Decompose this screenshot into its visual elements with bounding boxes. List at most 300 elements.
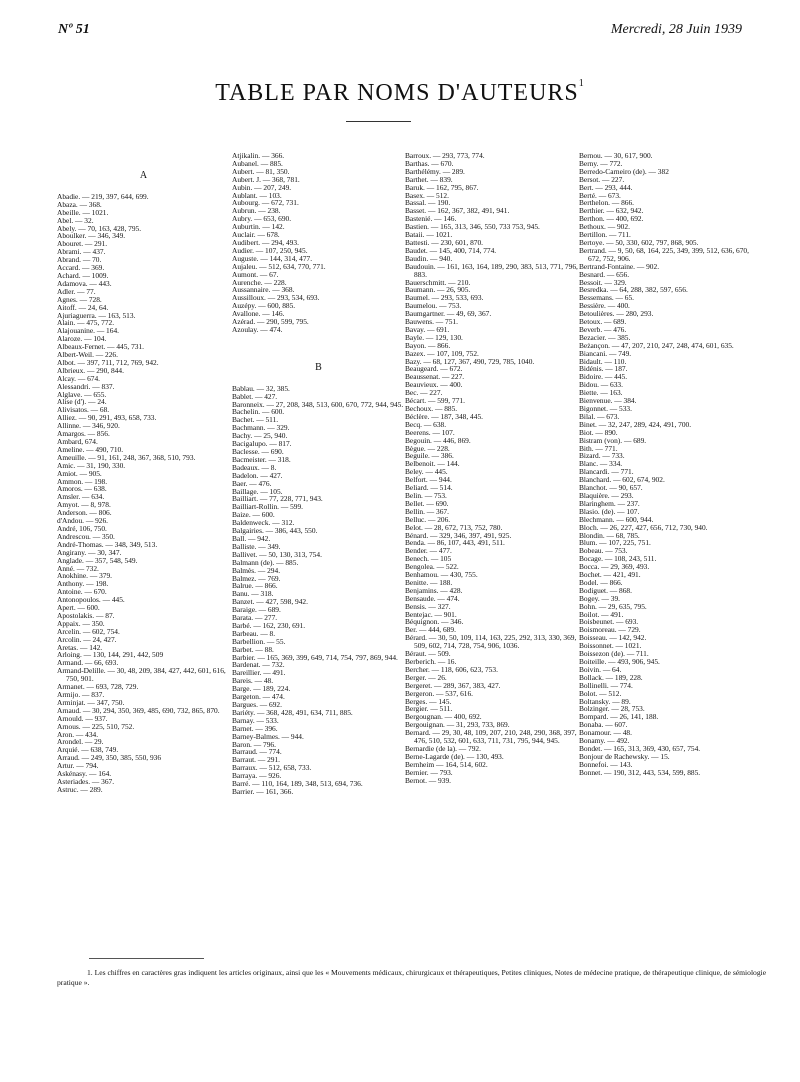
index-entry: Bablau. — 32, 385. xyxy=(232,383,290,393)
index-entry: Bertoye. — 50, 330, 602, 797, 868, 905. xyxy=(579,237,699,247)
index-entry: Betoulières. — 280, 293. xyxy=(579,309,654,319)
index-entry: Bonnet. — 190, 312, 443, 534, 599, 885. xyxy=(579,767,701,777)
page-header xyxy=(58,22,742,42)
index-entry: Bobeau. — 753. xyxy=(579,546,628,556)
index-entry: Bergougnan. — 400, 692. xyxy=(405,712,482,722)
index-entry: Bareis. — 48. xyxy=(232,676,274,686)
index-entry: Aboulker. — 346, 349. xyxy=(57,231,126,241)
index-entry: Arloing. — 130, 144, 291, 442, 509 xyxy=(57,650,164,660)
index-entry: Bonaba. — 607. xyxy=(579,720,628,730)
index-entry: Abely. — 70, 163, 428, 795. xyxy=(57,223,142,233)
index-entry: Bonjour de Rachewsky. — 15. xyxy=(579,751,670,761)
index-entry: Aumont. — 67. xyxy=(232,269,279,279)
index-entry: Bataii. — 1021. xyxy=(405,230,453,240)
index-entry: Blaquière. — 293. xyxy=(579,490,634,500)
index-entry: Barthélémy. — 289. xyxy=(405,166,465,176)
index-entry: Aubert. J. — 368, 781. xyxy=(232,174,300,184)
index-entry: Auburtin. — 142. xyxy=(232,222,285,232)
index-entry: Banu. — 318. xyxy=(232,589,274,599)
index-entry: Bareillier. — 491. xyxy=(232,668,286,678)
index-entry: Bonnefoi. — 143. xyxy=(579,759,633,769)
entry-list xyxy=(579,152,752,777)
index-entry: Basset. — 162, 367, 382, 491, 941. xyxy=(405,206,510,216)
index-entry: Berthon. — 400, 692. xyxy=(579,214,644,224)
index-entry: Azoulay. — 474. xyxy=(232,324,283,334)
index-entry: Berges. — 145. xyxy=(405,696,452,706)
index-entry: Arcolin. — 24, 427. xyxy=(57,634,117,644)
index-entry: Amsler. — 634. xyxy=(57,492,105,502)
index-entry: Bailliart. — 77, 228, 771, 943. xyxy=(232,494,323,504)
index-entry: Barbé. — 162, 230, 691. xyxy=(232,620,306,630)
index-entry: Banzet. — 427, 598, 942. xyxy=(232,597,308,607)
index-entry: Armand. — 66, 693. xyxy=(57,658,119,668)
index-entry: Badeaux. — 8. xyxy=(232,462,277,472)
index-entry: Abel. — 32. xyxy=(57,215,94,225)
index-entry: André, 106, 750. xyxy=(57,523,107,533)
index-entry: Bercher. — 118, 606, 623, 753. xyxy=(405,664,498,674)
index-entry: Bidénis. — 187. xyxy=(579,364,628,374)
index-entry: Bienvenue. — 384. xyxy=(579,396,637,406)
index-entry: Abouret. — 291. xyxy=(57,239,108,249)
index-entry: Beguile. — 386. xyxy=(405,451,454,461)
index-entry: Berne-Lagarde (de). — 130, 493. xyxy=(405,751,504,761)
index-entry: Bodiguet. — 868. xyxy=(579,585,632,595)
index-entry: Anokhine. — 379. xyxy=(57,571,113,581)
index-entry: Betoux. — 689. xyxy=(579,317,627,327)
index-entry: Amiot. — 905. xyxy=(57,468,102,478)
index-entry: Blanc. — 334. xyxy=(579,459,623,469)
index-entry: Barge. — 189, 224. xyxy=(232,684,291,694)
index-entry: Baronneix. — 27, 208, 348, 513, 600, 670, 772, 944, 945. xyxy=(232,399,404,409)
index-entry: Boissezon (de). — 711. xyxy=(579,649,649,659)
index-entry: Belin. — 753. xyxy=(405,490,447,500)
index-entry: Benitte. — 188. xyxy=(405,577,453,587)
index-entry: Arnould. — 937. xyxy=(57,713,108,723)
index-entry: Bollack. — 189, 228. xyxy=(579,672,643,682)
index-entry: Béclère. — 187, 348, 445. xyxy=(405,411,483,421)
index-entry: Artur. — 794. xyxy=(57,761,99,771)
index-entry: Albot. — 397, 711, 712, 769, 942. xyxy=(57,357,159,367)
index-entry: Boisseau. — 142, 942. xyxy=(579,633,647,643)
index-entry: Aubrun. — 238. xyxy=(232,206,281,216)
index-entry: Beliard. — 514. xyxy=(405,483,453,493)
index-entry: Bastien. — 165, 313, 346, 550, 733 753, 945. xyxy=(405,222,540,232)
index-entry: Aubin. — 207, 249. xyxy=(232,182,292,192)
index-entry: Boltansky. — 89. xyxy=(579,696,631,706)
index-entry: Aurenche. — 228. xyxy=(232,277,287,287)
index-entry: Bohn. — 29, 635, 795. xyxy=(579,601,647,611)
index-entry: Bidoire. — 445. xyxy=(579,372,628,382)
index-entry: Azérad. — 290, 599, 795. xyxy=(232,317,309,327)
index-entry: Bertrand-Fontaine. — 902. xyxy=(579,261,660,271)
index-entry: Adamova. — 443. xyxy=(57,278,112,288)
index-entry: Abaza. — 368. xyxy=(57,199,102,209)
index-entry: Bondet. — 165, 313, 369, 430, 657, 754. xyxy=(579,743,701,753)
index-entry: Bargeton. — 474. xyxy=(232,692,285,702)
index-entry: Ambard, 674. xyxy=(57,437,98,446)
index-entry: Agnes. — 728. xyxy=(57,294,102,304)
index-entry: Andrescou. — 350. xyxy=(57,531,115,541)
entry-list xyxy=(405,152,578,785)
index-entry: Barbet. — 88. xyxy=(232,644,274,654)
index-entry: Blum. — 107, 225, 751. xyxy=(579,538,651,548)
index-entry: Bergier. — 511. xyxy=(405,704,453,714)
index-entry: Ber. — 444, 689. xyxy=(405,625,456,635)
section-letter-b: B xyxy=(315,361,322,373)
index-entry: Bacigalupo. — 817. xyxy=(232,439,292,449)
index-entry: Bezacier. — 385. xyxy=(579,332,631,342)
index-entry: Anglade. — 357, 548, 549. xyxy=(57,555,138,565)
index-entry: Apostolakis. — 87. xyxy=(57,610,115,620)
index-entry: Blanchot. — 90, 657. xyxy=(579,483,643,493)
index-entry: Baraige. — 689. xyxy=(232,605,281,615)
index-entry: Balrue. — 866. xyxy=(232,581,278,591)
index-entry: Baron. — 796. xyxy=(232,739,276,749)
entry-list xyxy=(57,193,230,794)
issue-date: Mercredi, 28 Juin 1939 xyxy=(610,22,742,37)
index-entry: Anné. — 732. xyxy=(57,563,99,573)
index-entry: Bengolea. — 522. xyxy=(405,562,459,572)
index-entry: Aitoff. — 24, 64. xyxy=(57,302,109,312)
index-entry: Bauerschmitt. — 210. xyxy=(405,277,471,287)
index-entry: Amargos. — 856. xyxy=(57,429,110,439)
index-entry: Bigonnet. — 533. xyxy=(579,404,632,413)
index-entry: Bardenat. — 732. xyxy=(232,660,285,670)
index-entry: Bensis. — 327. xyxy=(405,601,451,611)
page-title-text: TABLE PAR NOMS D'AUTEURS xyxy=(215,80,579,106)
index-entry: Apert. — 600. xyxy=(57,603,100,613)
index-entry: Bègue. — 228. xyxy=(405,443,450,453)
index-entry: Barraud. — 774. xyxy=(232,747,282,757)
index-entry: Bacmeister. — 318. xyxy=(232,454,291,464)
index-entry: Aussilloux. — 293, 534, 693. xyxy=(232,293,320,303)
index-entry: Arcelin. — 602, 754. xyxy=(57,626,120,636)
index-entry: Berté. — 673. xyxy=(579,190,621,200)
index-entry: Bertillon. — 711. xyxy=(579,230,631,240)
index-entry: Berthier. — 632, 942. xyxy=(579,206,644,216)
index-entry: Binet. — 32, 247, 289, 424, 491, 700. xyxy=(579,419,692,429)
index-entry: Balliste. — 349. xyxy=(232,541,281,551)
index-entry: Auguste. — 144, 314, 477. xyxy=(232,253,313,263)
index-entry: Berthelon. — 866. xyxy=(579,198,635,208)
index-entry: Bonamy. — 492. xyxy=(579,736,630,746)
index-entry: Abadie. — 219, 397, 644, 699. xyxy=(57,191,149,201)
index-entry: Benda. — 86, 107, 443, 491, 511. xyxy=(405,538,505,548)
index-entry: Bachet. — 511. xyxy=(232,415,279,425)
index-entry: Baudet. — 145, 400, 714, 774. xyxy=(405,245,497,255)
index-entry: Bariéty. — 368, 428, 491, 634, 711, 885. xyxy=(232,707,353,717)
index-entry: Bastenié. — 146. xyxy=(405,214,457,224)
entry-list xyxy=(232,385,405,796)
index-entry: Alajouanine. — 164. xyxy=(57,326,119,336)
index-entry: Battesti. — 230, 601, 870. xyxy=(405,237,484,247)
index-column-3 xyxy=(405,152,578,785)
index-entry: Bachelin. — 600. xyxy=(232,407,285,417)
index-entry: Alliez. — 90, 291, 493, 658, 733. xyxy=(57,413,157,423)
index-entry: Bogey. — 39. xyxy=(579,593,620,603)
index-entry: Baclesse. — 690. xyxy=(232,447,284,456)
index-entry: Bauwens. — 751. xyxy=(405,317,458,327)
index-entry: Arnaud. — 30, 294, 350, 369, 485, 690, 732, 865, 870. xyxy=(57,705,220,715)
index-entry: Albrieux. — 290, 844. xyxy=(57,365,124,375)
index-entry: Baruk. — 162, 795, 867. xyxy=(405,182,479,192)
index-entry: Bilal. — 673. xyxy=(579,411,620,421)
index-entry: Arquié. — 638, 749. xyxy=(57,745,119,755)
index-entry: Barney-Balmes. — 944. xyxy=(232,731,304,741)
index-entry: Audier. — 107, 250, 945. xyxy=(232,245,308,255)
index-entry: Bidou. — 633. xyxy=(579,380,623,390)
index-entry: Benhamou. — 430, 755. xyxy=(405,570,478,580)
index-entry: Alglave. — 655. xyxy=(57,389,107,399)
index-entry: Bernard. — 29, 30, 48, 109, 207, 210, 248, 290, 368, 397, 476, 510, 532, 601, 633, 711, 731, 795, 944, 945. xyxy=(405,728,577,746)
index-entry: Albeaux-Fernet. — 445, 731. xyxy=(57,342,145,352)
index-entry: Boilot. — 491. xyxy=(579,609,624,619)
index-entry: Belfort. — 944. xyxy=(405,475,452,485)
index-entry: Armijo. — 837. xyxy=(57,690,105,699)
index-entry: Bergouignan. — 31, 293, 733, 869. xyxy=(405,720,510,730)
index-entry: Biancani. — 749. xyxy=(579,348,632,358)
index-entry: Abrami. — 437. xyxy=(57,247,106,257)
index-column-1 xyxy=(57,152,230,794)
index-entry: Barbellion. — 55. xyxy=(232,636,286,646)
index-entry: Bernier. — 793. xyxy=(405,767,453,777)
index-entry: Anthony. — 198. xyxy=(57,579,109,589)
index-entry: Berny. — 772. xyxy=(579,158,623,168)
index-entry: Biot. — 890. xyxy=(579,427,618,437)
index-entry: Alessandri. — 837. xyxy=(57,381,115,391)
index-entry: Barnay. — 533. xyxy=(232,715,279,725)
index-entry: Alcay. — 674. xyxy=(57,373,101,383)
index-entry: Auclair. — 678. xyxy=(232,230,280,240)
index-entry: Baumelou. — 753. xyxy=(405,301,462,311)
index-entry: Bert. — 293, 444. xyxy=(579,182,633,192)
footnote: 1. Les chiffres en caractères gras indiquent les articles originaux, ainsi que les « Mouvements médicaux, chirurgicaux et thérapeutiques, Petites cliniques, Notes de médecine pratique, de thérapeutique clinique, de sémiologie pratique ». xyxy=(57,968,767,987)
index-entry: Boissonnet. — 1021. xyxy=(579,641,642,651)
index-entry: Alise (d'). — 24. xyxy=(57,397,107,407)
index-entry: Armanet. — 693, 728, 729. xyxy=(57,682,139,692)
index-entry: Baize. — 600. xyxy=(232,510,275,520)
index-entry: Astruc. — 289. xyxy=(57,784,103,794)
index-entry: Aubert. — 81, 350. xyxy=(232,166,290,176)
index-entry: Appaix. — 350. xyxy=(57,618,105,628)
index-entry: Benech. — 105 xyxy=(405,554,452,564)
index-entry: Bénard. — 329, 346, 397, 491, 925. xyxy=(405,530,512,540)
index-entry: Boisbeunet. — 693. xyxy=(579,617,639,627)
index-entry: Amyot. — 8, 978. xyxy=(57,500,111,510)
index-entry: Boiteille. — 493, 906, 945. xyxy=(579,657,660,666)
index-entry: Alain. — 475, 772. xyxy=(57,318,115,328)
index-entry: Bécart. — 599, 771. xyxy=(405,396,465,406)
column-spacer xyxy=(57,152,230,172)
index-entry: Atjikalin. — 366. xyxy=(232,151,285,160)
index-entry: Antoine. — 670. xyxy=(57,587,107,597)
index-entry: Basex. — 512. xyxy=(405,190,449,200)
index-entry: Blanchard. — 602, 674, 902. xyxy=(579,475,665,485)
index-entry: Barroux. — 293, 773, 774. xyxy=(405,151,485,160)
index-entry: Berredo-Carneiro (de). — 382 xyxy=(579,166,669,176)
index-entry: d'Andou. — 926. xyxy=(57,516,109,526)
index-entry: Barraux. — 512, 658, 733. xyxy=(232,763,312,773)
index-entry: Bolzinger. — 28, 753. xyxy=(579,704,645,714)
section-letter-a: A xyxy=(139,170,148,181)
index-entry: Armand-Delille. — 30, 48, 209, 384, 427, 442, 601, 616, 750, 901. xyxy=(57,666,226,684)
index-entry: Bertrand. — 9, 50, 68, 164, 225, 349, 399, 512, 636, 670, 672, 752, 906. xyxy=(579,245,749,263)
index-entry: Baudin. — 940. xyxy=(405,253,453,263)
index-entry: Ammon. — 198. xyxy=(57,476,108,486)
index-entry: Ameuille. — 91, 161, 248, 367, 368, 510, 793. xyxy=(57,452,196,462)
index-entry: Amoros. — 638. xyxy=(57,484,107,494)
index-entry: Bernou. — 30, 617, 900. xyxy=(579,151,653,160)
index-entry: Bernardie (de la). — 792. xyxy=(405,743,481,753)
index-entry: Bérard. — 30, 50, 109, 114, 163, 225, 292, 313, 330, 369, 509, 602, 714, 728, 754, 906, 1036. xyxy=(405,633,577,651)
index-entry: Anderson. — 806. xyxy=(57,508,112,518)
index-entry: Askénasy. — 164. xyxy=(57,769,112,779)
index-entry: Barthet. — 839. xyxy=(405,174,453,184)
index-entry: Baillage. — 105. xyxy=(232,486,283,496)
index-column-4 xyxy=(579,152,752,777)
index-entry: Bochet. — 421, 491. xyxy=(579,570,641,580)
index-entry: Belluc. — 206. xyxy=(405,514,451,524)
index-entry: Besredka. — 64, 288, 382, 597, 656. xyxy=(579,285,688,295)
index-entry: Bayle. — 129, 130. xyxy=(405,332,463,342)
index-entry: Bachy. — 25, 940. xyxy=(232,431,288,441)
index-entry: Angirany. — 30, 347. xyxy=(57,547,122,557)
index-entry: Baldenweck. — 312. xyxy=(232,518,295,528)
index-entry: Boismoreau. — 729. xyxy=(579,625,641,635)
index-entry: Baumel. — 293, 533, 693. xyxy=(405,293,484,303)
index-entry: Bessière. — 400. xyxy=(579,301,630,311)
index-entry: Blondin. — 68, 785. xyxy=(579,530,640,540)
index-entry: Aublant. — 103. xyxy=(232,190,282,200)
index-entry: Bistram (von). — 689. xyxy=(579,435,647,445)
index-entry: Begouin. — 446, 869. xyxy=(405,435,471,445)
index-entry: Aubanel. — 885. xyxy=(232,158,283,168)
index-entry: Bidault. — 110. xyxy=(579,356,627,366)
index-entry: Bersot. — 227. xyxy=(579,174,625,184)
index-entry: Bellet. — 690. xyxy=(405,498,449,508)
index-entry: Beauvieux. — 400. xyxy=(405,380,463,390)
index-entry: Beerens. — 107. xyxy=(405,427,455,437)
index-entry: Balgairies. — 386, 443, 550. xyxy=(232,526,318,536)
index-entry: Bessemans. — 65. xyxy=(579,293,635,303)
index-entry: Avallone. — 146. xyxy=(232,309,285,319)
index-entry: Balmann (de). — 885. xyxy=(232,557,299,567)
index-entry: Arminjat. — 347, 750. xyxy=(57,697,125,707)
index-entry: Arraud. — 249, 350, 385, 550, 936 xyxy=(57,753,162,763)
index-entry: Badelon. — 427. xyxy=(232,470,283,480)
index-entry: Barata. — 277. xyxy=(232,613,278,623)
index-entry: Bocage. — 108, 243, 511. xyxy=(579,554,657,564)
index-entry: Bentejac. — 901. xyxy=(405,609,457,619)
index-entry: Aretas. — 142. xyxy=(57,642,103,652)
index-entry: Bavay. — 691. xyxy=(405,324,450,334)
index-entry: Boivin. — 64. xyxy=(579,664,622,674)
index-entry: Berberich. — 16. xyxy=(405,657,457,666)
index-entry: Bizard. — 733. xyxy=(579,451,625,461)
index-entry: Ameline. — 490, 710. xyxy=(57,444,124,454)
index-entry: Benjamins. — 428. xyxy=(405,585,463,595)
index-entry: Bassal. — 190. xyxy=(405,198,451,208)
index-entry: Bith. — 771. xyxy=(579,443,618,453)
index-entry: Beverb. — 476. xyxy=(579,324,627,334)
index-entry: Béquignon. — 346. xyxy=(405,617,464,627)
title-rule xyxy=(346,121,411,122)
index-entry: Bergeret. — 289, 367, 383, 427. xyxy=(405,680,501,690)
index-entry: Bablet. — 427. xyxy=(232,391,278,401)
index-entry: Aussannaire. — 368. xyxy=(232,285,295,295)
index-entry: Bolot. — 512. xyxy=(579,688,622,698)
index-entry: Bazex. — 107, 109, 752. xyxy=(405,348,479,358)
index-entry: Albert-Weil. — 226. xyxy=(57,350,118,360)
index-entry: Barré. — 110, 164, 189, 348, 513, 694, 736. xyxy=(232,779,363,789)
index-entry: Accard. — 369. xyxy=(57,263,105,273)
index-entry: Allinne. — 346, 920. xyxy=(57,421,120,431)
index-entry: Bergeron. — 537, 616. xyxy=(405,688,474,698)
index-entry: Blechmann. — 600, 944. xyxy=(579,514,654,524)
index-entry: Arnous. — 225, 510, 752. xyxy=(57,721,135,731)
index-entry: Belbenoit. — 144. xyxy=(405,459,460,469)
index-entry: Ballivet. — 50, 130, 313, 754. xyxy=(232,549,322,559)
index-entry: Abrand. — 70. xyxy=(57,255,102,265)
index-entry: Baumann. — 26, 905. xyxy=(405,285,471,295)
index-entry: Aubourg. — 672, 731. xyxy=(232,198,299,208)
index-entry: Bensaude. — 474. xyxy=(405,593,460,603)
index-entry: Adler. — 77. xyxy=(57,286,96,296)
index-entry: Bellin. — 367. xyxy=(405,506,449,516)
index-entry: Balmès. — 294. xyxy=(232,565,281,575)
index-entry: Alaroze. — 104. xyxy=(57,334,107,344)
issue-number: Nº 51 xyxy=(58,22,90,37)
index-entry: Balmez. — 769. xyxy=(232,573,281,583)
index-entry: Belot. — 28, 672, 713, 752, 780. xyxy=(405,522,503,532)
index-entry: Barrier. — 161, 366. xyxy=(232,786,294,796)
index-entry: Bompard. — 26, 141, 188. xyxy=(579,712,659,722)
index-entry: Ball. — 942. xyxy=(232,533,271,543)
index-entry: Berger. — 26. xyxy=(405,672,447,682)
index-entry: Bethoux. — 902. xyxy=(579,222,630,232)
index-entry: Aron. — 434. xyxy=(57,729,99,739)
index-entry: Amic. — 31, 190, 330. xyxy=(57,460,126,470)
index-entry: Asteriades. — 367. xyxy=(57,776,115,786)
index-entry: Besnard. — 656. xyxy=(579,269,630,279)
title-footnote-mark: 1 xyxy=(578,78,585,89)
index-entry: Bernot. — 939. xyxy=(405,775,451,785)
column-spacer xyxy=(232,334,405,364)
index-entry: Bec. — 227. xyxy=(405,388,443,398)
index-entry: Alivisatos. — 68. xyxy=(57,405,110,415)
index-entry: Bailliart-Rollin. — 599. xyxy=(232,502,304,512)
index-entry: Blancardi. — 771. xyxy=(579,467,634,477)
index-entry: Bodel. — 866. xyxy=(579,577,623,587)
index-entry: Barbier. — 165, 369, 399, 649, 714, 754, 797, 869, 944. xyxy=(232,652,398,662)
index-column-2 xyxy=(232,152,405,796)
index-entry: Becq. — 638. xyxy=(405,419,447,429)
index-entry: André-Thomas. — 348, 349, 513. xyxy=(57,539,158,549)
index-entry: Bessoit. — 329. xyxy=(579,277,627,287)
index-entry: Aubry. — 653, 690. xyxy=(232,214,292,224)
index-entry: Barthas. — 670. xyxy=(405,158,454,168)
index-entry: Achard. — 1009. xyxy=(57,270,109,280)
index-entry: Arondel. — 29. xyxy=(57,737,104,747)
index-entry: Bechoux. — 885. xyxy=(405,404,458,413)
index-entry: Bocca. — 29, 369, 493. xyxy=(579,562,650,572)
index-entry: Abeille. — 1021. xyxy=(57,207,109,217)
entry-list xyxy=(232,152,405,334)
index-entry: Bonamour. — 48. xyxy=(579,728,632,738)
index-entry: Biette. — 163. xyxy=(579,388,623,398)
index-entry: Baudouin. — 161, 163, 164, 189, 290, 383, 513, 771, 796, 883. xyxy=(405,261,578,279)
footnote-rule xyxy=(89,958,204,959)
